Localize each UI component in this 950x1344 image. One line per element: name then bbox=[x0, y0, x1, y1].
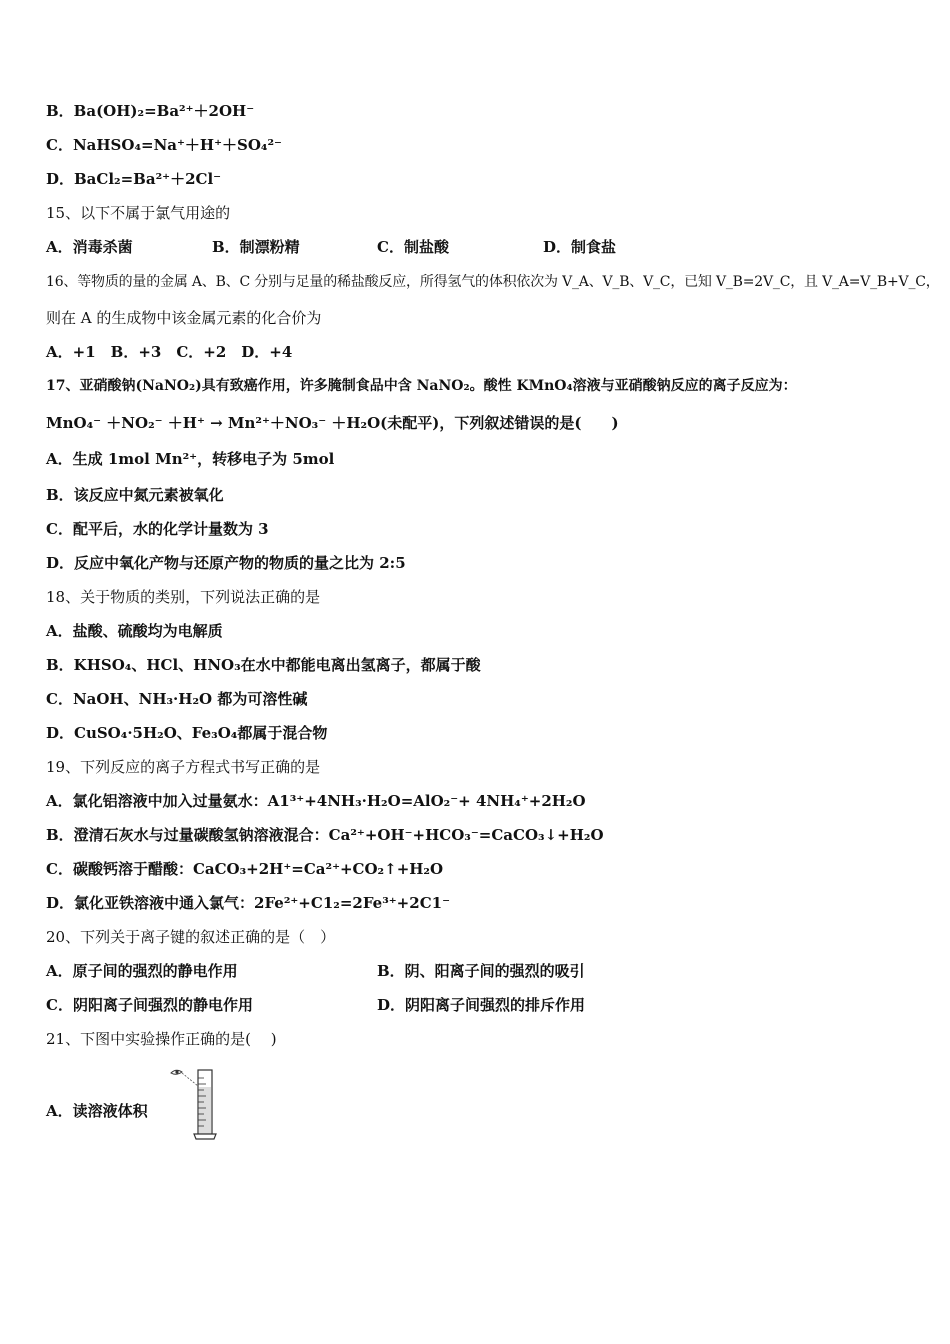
q17-stem-line2: MnO₄⁻ ＋NO₂⁻ ＋H⁺ → Mn²⁺＋NO₃⁻ ＋H₂O(未配平)，下列叙述错误的是( ) bbox=[46, 414, 619, 432]
q16-stem-line2: 则在 A 的生成物中该金属元素的化合价为 bbox=[46, 309, 322, 327]
q14-option-c: C．NaHSO₄=Na⁺＋H⁺＋SO₄²⁻ bbox=[46, 136, 282, 154]
q17-option-c: C．配平后，水的化学计量数为 3 bbox=[46, 520, 269, 538]
q15-option-c: C．制盐酸 bbox=[377, 238, 449, 256]
q16-options: A．+1 B．+3 C．+2 D．+4 bbox=[46, 343, 293, 361]
q19-option-a: A．氯化铝溶液中加入过量氨水：A1³⁺+4NH₃·H₂O=AlO₂⁻+ 4NH₄⁺+2H₂O bbox=[46, 792, 586, 810]
q17-option-a: A．生成 1mol Mn²⁺，转移电子为 5mol bbox=[46, 450, 335, 468]
q16-stem-line1: 16、等物质的量的金属 A、B、C 分别与足量的稀盐酸反应，所得氢气的体积依次为 V_A、V_B、V_C，已知 V_B=2V_C，且 V_A=V_B+V_C， bbox=[46, 274, 940, 290]
q18-option-d: D．CuSO₄·5H₂O、Fe₃O₄都属于混合物 bbox=[46, 724, 328, 742]
sight-line bbox=[182, 1073, 198, 1086]
q20-option-d: D．阴阳离子间强烈的排斥作用 bbox=[377, 996, 586, 1014]
q18-option-c: C．NaOH、NH₃·H₂O 都为可溶性碱 bbox=[46, 690, 308, 708]
graduated-cylinder-eye-diagram bbox=[168, 1066, 220, 1144]
eye-icon bbox=[171, 1070, 182, 1074]
q18-option-b: B．KHSO₄、HCl、HNO₃在水中都能电离出氢离子，都属于酸 bbox=[46, 656, 481, 674]
q15-stem: 15、以下不属于氯气用途的 bbox=[46, 204, 231, 222]
q20-option-b: B．阴、阳离子间的强烈的吸引 bbox=[377, 962, 585, 980]
q18-option-a: A．盐酸、硫酸均为电解质 bbox=[46, 622, 223, 640]
q17-option-b: B．该反应中氮元素被氧化 bbox=[46, 486, 224, 504]
q21-stem: 21、下图中实验操作正确的是( ) bbox=[46, 1030, 277, 1048]
q18-stem: 18、关于物质的类别，下列说法正确的是 bbox=[46, 588, 321, 606]
q17-stem-line1: 17、亚硝酸钠(NaNO₂)具有致癌作用，许多腌制食品中含 NaNO₂。酸性 KMnO₄溶液与亚硝酸钠反应的离子反应为： bbox=[46, 378, 797, 394]
q15-option-a: A．消毒杀菌 bbox=[46, 238, 133, 256]
q20-option-a: A．原子间的强烈的静电作用 bbox=[46, 962, 238, 980]
q19-option-b: B．澄清石灰水与过量碳酸氢钠溶液混合：Ca²⁺+OH⁻+HCO₃⁻=CaCO₃↓+H₂O bbox=[46, 826, 604, 844]
q19-stem: 19、下列反应的离子方程式书写正确的是 bbox=[46, 758, 321, 776]
q14-option-b: B．Ba(OH)₂=Ba²⁺＋2OH⁻ bbox=[46, 102, 255, 120]
q21-option-a: A．读溶液体积 bbox=[46, 1102, 148, 1120]
q14-option-d: D．BaCl₂=Ba²⁺＋2Cl⁻ bbox=[46, 170, 222, 188]
q15-option-d: D．制食盐 bbox=[543, 238, 617, 256]
graduated-cylinder-icon bbox=[194, 1070, 216, 1139]
q19-option-d: D．氯化亚铁溶液中通入氯气：2Fe²⁺+C1₂=2Fe³⁺+2C1⁻ bbox=[46, 894, 450, 912]
q15-option-b: B．制漂粉精 bbox=[212, 238, 300, 256]
q19-option-c: C．碳酸钙溶于醋酸：CaCO₃+2H⁺=Ca²⁺+CO₂↑+H₂O bbox=[46, 860, 444, 878]
q20-stem: 20、下列关于离子键的叙述正确的是（ ） bbox=[46, 928, 336, 946]
q17-option-d: D．反应中氧化产物与还原产物的物质的量之比为 2:5 bbox=[46, 554, 406, 572]
q20-option-c: C．阴阳离子间强烈的静电作用 bbox=[46, 996, 253, 1014]
